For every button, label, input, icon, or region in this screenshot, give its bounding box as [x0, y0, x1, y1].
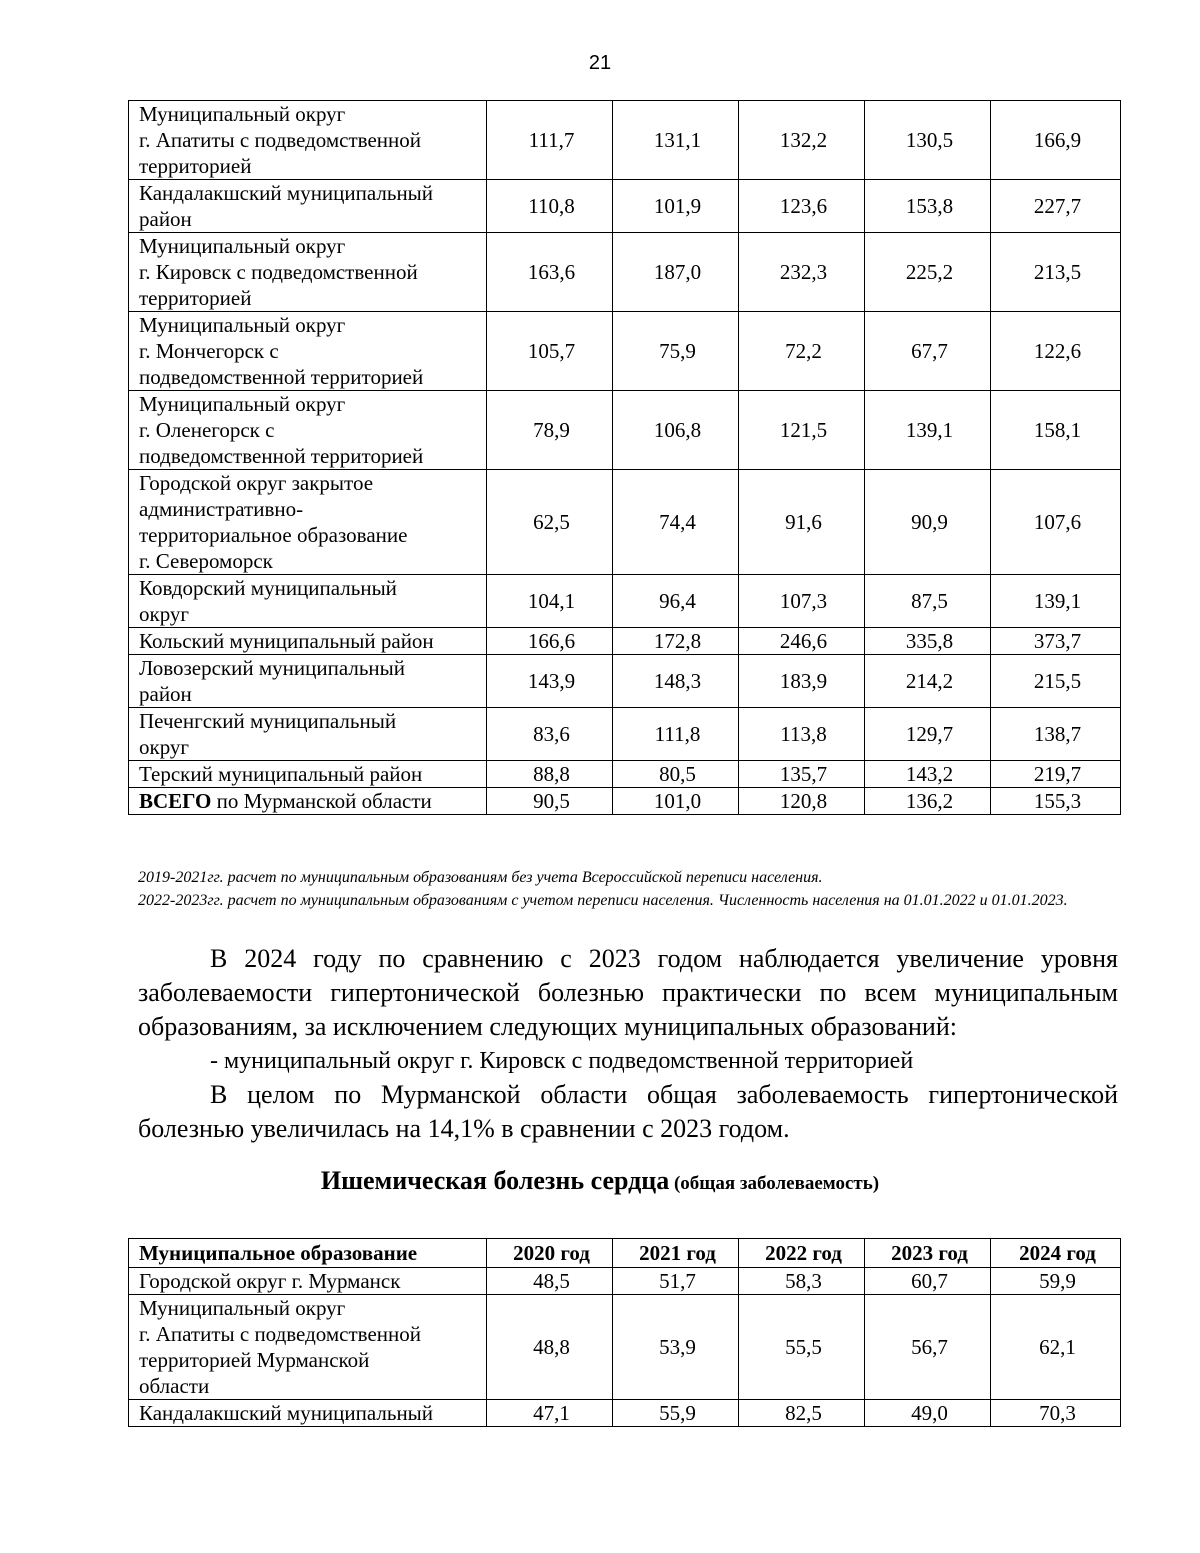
- body-text: [138, 942, 1118, 1146]
- total-value: 101,0: [613, 788, 739, 815]
- row-name: Кольский муниципальный район: [129, 628, 487, 655]
- column-header: 2022 год: [739, 1239, 865, 1268]
- row-value: 123,6: [739, 180, 865, 233]
- row-value: 111,8: [613, 708, 739, 761]
- ischemic-table: [128, 1238, 1121, 1427]
- table-row: [129, 312, 1121, 391]
- row-value: 213,5: [991, 233, 1121, 312]
- row-value: 60,7: [865, 1268, 991, 1295]
- row-value: 131,1: [613, 101, 739, 180]
- table-row: [129, 470, 1121, 575]
- row-name: Ловозерский муниципальный район: [129, 655, 487, 708]
- row-value: 373,7: [991, 628, 1121, 655]
- row-value: 143,2: [865, 761, 991, 788]
- table-row: [129, 1295, 1121, 1400]
- row-value: 59,9: [991, 1268, 1121, 1295]
- row-value: 107,6: [991, 470, 1121, 575]
- row-value: 163,6: [487, 233, 613, 312]
- table-row: [129, 761, 1121, 788]
- row-value: 74,4: [613, 470, 739, 575]
- row-value: 55,9: [613, 1400, 739, 1427]
- row-value: 219,7: [991, 761, 1121, 788]
- row-value: 172,8: [613, 628, 739, 655]
- row-value: 107,3: [739, 575, 865, 628]
- row-value: 232,3: [739, 233, 865, 312]
- table-row: [129, 391, 1121, 470]
- row-value: 58,3: [739, 1268, 865, 1295]
- total-value: 90,5: [487, 788, 613, 815]
- row-value: 70,3: [991, 1400, 1121, 1427]
- row-value: 121,5: [739, 391, 865, 470]
- total-value: 120,8: [739, 788, 865, 815]
- row-value: 187,0: [613, 233, 739, 312]
- table-row: [129, 101, 1121, 180]
- total-value: 136,2: [865, 788, 991, 815]
- total-row: [129, 788, 1121, 815]
- total-row-name: [129, 788, 487, 815]
- row-name: Муниципальный округ г. Оленегорск с подведомственной территорией: [129, 391, 487, 470]
- row-value: 90,9: [865, 470, 991, 575]
- row-value: 246,6: [739, 628, 865, 655]
- row-name: Муниципальный округ г. Апатиты с подведомственной территорией Мурманской области: [129, 1295, 487, 1400]
- column-header: 2021 год: [613, 1239, 739, 1268]
- row-value: 183,9: [739, 655, 865, 708]
- row-value: 105,7: [487, 312, 613, 391]
- row-value: 110,8: [487, 180, 613, 233]
- row-value: 214,2: [865, 655, 991, 708]
- row-value: 143,9: [487, 655, 613, 708]
- row-value: 83,6: [487, 708, 613, 761]
- row-name: Городской округ закрытое административно- территориальное образование г. Североморск: [129, 470, 487, 575]
- row-value: 78,9: [487, 391, 613, 470]
- row-value: 139,1: [991, 575, 1121, 628]
- row-value: 153,8: [865, 180, 991, 233]
- row-name: Муниципальный округ г. Мончегорск с подведомственной территорией: [129, 312, 487, 391]
- row-value: 82,5: [739, 1400, 865, 1427]
- row-value: 88,8: [487, 761, 613, 788]
- row-value: 62,5: [487, 470, 613, 575]
- row-value: 132,2: [739, 101, 865, 180]
- table-row: [129, 1268, 1121, 1295]
- row-value: 106,8: [613, 391, 739, 470]
- row-name: Городской округ г. Мурманск: [129, 1268, 487, 1295]
- row-value: 225,2: [865, 233, 991, 312]
- row-value: 72,2: [739, 312, 865, 391]
- row-value: 138,7: [991, 708, 1121, 761]
- table-row: [129, 575, 1121, 628]
- note-line-1: 2019-2021гг. расчет по муниципальным образованиям без учета Всероссийской переписи населения.: [138, 869, 823, 886]
- table-row: [129, 655, 1121, 708]
- row-value: 67,7: [865, 312, 991, 391]
- hypertension-table: [128, 100, 1121, 815]
- table-row: [129, 1400, 1121, 1427]
- row-value: 135,7: [739, 761, 865, 788]
- row-name: Кандалакшский муниципальный район: [129, 180, 487, 233]
- row-name: Муниципальный округ г. Апатиты с подведомственной территорией: [129, 101, 487, 180]
- row-value: 51,7: [613, 1268, 739, 1295]
- row-value: 122,6: [991, 312, 1121, 391]
- row-value: 75,9: [613, 312, 739, 391]
- table-row: [129, 628, 1121, 655]
- row-value: 53,9: [613, 1295, 739, 1400]
- row-value: 158,1: [991, 391, 1121, 470]
- row-value: 227,7: [991, 180, 1121, 233]
- row-value: 55,5: [739, 1295, 865, 1400]
- row-value: 47,1: [487, 1400, 613, 1427]
- note-line-2: 2022-2023гг. расчет по муниципальным образованиям с учетом переписи населения. Численность населения на 01.01.2022 и 01.01.2023.: [138, 892, 1068, 909]
- row-value: 148,3: [613, 655, 739, 708]
- total-label-bold: ВСЕГО: [139, 789, 212, 813]
- paragraph-1: В 2024 году по сравнению с 2023 годом наблюдается увеличение уровня заболеваемости гипертонической болезнью практически по всем муниципальным образованиям, за исключением следующих муниципальных образований:: [138, 944, 1118, 1041]
- row-value: 101,9: [613, 180, 739, 233]
- row-value: 96,4: [613, 575, 739, 628]
- column-header: 2020 год: [487, 1239, 613, 1268]
- paragraph-3: В целом по Мурманской области общая заболеваемость гипертонической болезнью увеличилась на 14,1% в сравнении с 2023 годом.: [138, 1080, 1118, 1143]
- page-number: 21: [588, 52, 612, 74]
- row-name: Печенгский муниципальный округ: [129, 708, 487, 761]
- column-header: 2023 год: [865, 1239, 991, 1268]
- section-title-sub: (общая заболеваемость): [669, 1173, 880, 1194]
- row-name: Ковдорский муниципальный округ: [129, 575, 487, 628]
- row-value: 91,6: [739, 470, 865, 575]
- column-header: 2024 год: [991, 1239, 1121, 1268]
- column-header: Муниципальное образование: [129, 1239, 487, 1268]
- table-row: [129, 180, 1121, 233]
- section-title: [0, 1166, 1200, 1196]
- table-notes: [138, 866, 1118, 912]
- row-name: Муниципальный округ г. Кировск с подведомственной территорией: [129, 233, 487, 312]
- section-title-main: Ишемическая болезнь сердца: [320, 1166, 670, 1195]
- table-row: [129, 708, 1121, 761]
- row-value: 87,5: [865, 575, 991, 628]
- row-value: 104,1: [487, 575, 613, 628]
- row-value: 335,8: [865, 628, 991, 655]
- table-row: [129, 233, 1121, 312]
- total-label-rest: по Мурманской области: [211, 789, 432, 813]
- row-value: 166,6: [487, 628, 613, 655]
- row-value: 129,7: [865, 708, 991, 761]
- row-value: 80,5: [613, 761, 739, 788]
- paragraph-exception: - муниципальный округ г. Кировск с подведомственной территорией: [210, 1048, 914, 1074]
- row-value: 48,5: [487, 1268, 613, 1295]
- row-value: 62,1: [991, 1295, 1121, 1400]
- row-value: 139,1: [865, 391, 991, 470]
- row-value: 111,7: [487, 101, 613, 180]
- row-value: 166,9: [991, 101, 1121, 180]
- row-name: Терский муниципальный район: [129, 761, 487, 788]
- row-value: 48,8: [487, 1295, 613, 1400]
- row-value: 215,5: [991, 655, 1121, 708]
- row-value: 49,0: [865, 1400, 991, 1427]
- row-value: 113,8: [739, 708, 865, 761]
- row-value: 130,5: [865, 101, 991, 180]
- row-name: Кандалакшский муниципальный: [129, 1400, 487, 1427]
- row-value: 56,7: [865, 1295, 991, 1400]
- total-value: 155,3: [991, 788, 1121, 815]
- table-header-row: [129, 1239, 1121, 1268]
